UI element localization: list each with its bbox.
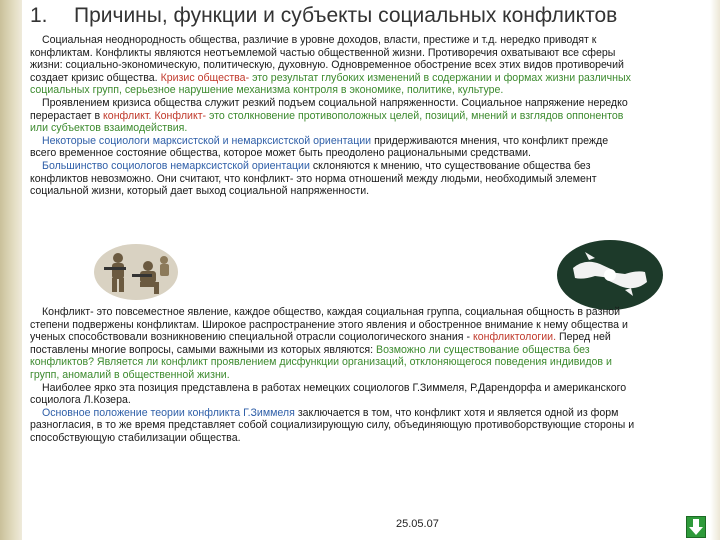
right-decor-bar	[710, 0, 720, 540]
b1-highlight: Большинство социологов немарксистской ориентации	[42, 159, 310, 172]
soldiers-image	[90, 240, 180, 302]
b1-term-conflict: конфликт. Конфликт-	[103, 109, 207, 122]
b1-line	[30, 160, 690, 173]
b1-line	[30, 72, 690, 85]
text-block-2	[30, 306, 690, 445]
slide-title	[30, 4, 710, 36]
b1-text: склоняются к мнению, что существование общества без	[312, 159, 591, 172]
b1-line: конфликтов невозможно. Они считают, что конфликт- это норма отношений между людьми, необходимый элемент	[30, 172, 597, 185]
b2-text: Перед ней	[558, 331, 611, 344]
down-arrow-icon	[687, 517, 705, 537]
b2-term-conflictology: конфликтологии.	[472, 331, 557, 344]
b2-highlight: Основное положение теории конфликта Г.Зиммеля	[42, 406, 295, 419]
text-block-1	[30, 34, 690, 198]
b1-term-crisis: Кризис общества-	[160, 71, 250, 84]
b2-line	[30, 344, 690, 357]
b1-highlight: Некоторые социологи марксистской и немарксистской ориентации	[42, 134, 372, 147]
b2-line: Конфликт- это повсеместное явление, каждое общество, каждая социальная группа, социальная общность в разной	[42, 306, 621, 318]
title-number: 1.	[30, 4, 48, 27]
b1-line	[30, 135, 690, 148]
handshake-image	[555, 238, 665, 312]
b2-line: разногласия, в то же время представляет собой социализирующую силу, объединяющую противоборствующие стороны и	[30, 419, 635, 432]
b1-line	[30, 110, 690, 123]
b2-question: Возможно ли существование общества без	[376, 343, 590, 356]
b2-text: заключается в том, что конфликт хотя и является одной из форм	[297, 406, 619, 419]
b1-line: жизни: социально-экономическую, политическую, духовную. Одновременное обострение всех этих видов противоречий	[30, 59, 624, 72]
b2-line: групп, аномалий в общественной жизни.	[30, 368, 230, 381]
b1-line: конфликтам. Конфликты являются неотъемлемой частью общественной жизни. Противоречия охватывают все сферы	[30, 46, 616, 59]
b2-line	[30, 331, 690, 344]
b1-line: социальной жизни, который дает выход социальной напряженности.	[30, 185, 370, 198]
slide-date: 25.05.07	[396, 518, 439, 530]
b1-line: Социальная неоднородность общества, различие в уровне доходов, власти, престиже и т.д. нередко приводят к	[42, 34, 597, 46]
b2-line: способствующую стабилизации общества.	[30, 431, 241, 444]
b1-line: всего временное состояние общества, которое может быть преодолено рациональными средствами.	[30, 147, 531, 160]
b2-line: степени подвержены конфликтам. Широкое распространение этого явления и обостренное внимание к нему общества и	[30, 318, 628, 331]
b1-line: Проявлением кризиса общества служит резкий подъем социальной напряженности. Социальное напряжение нередко	[42, 96, 628, 109]
b1-definition: это столкновение противоположных целей, позиций, мнений и взглядов оппонентов	[209, 109, 624, 122]
b1-line: или субъектов взаимодействия.	[30, 122, 188, 135]
b1-text: перерастает в	[30, 109, 101, 122]
next-slide-button[interactable]	[686, 516, 706, 538]
b1-text: придерживаются мнения, что конфликт прежде	[374, 134, 609, 147]
b1-definition: это результат глубоких изменений в содержании и формах жизни различных	[252, 71, 631, 84]
b2-line: социолога Л.Козера.	[30, 394, 131, 407]
b2-text: ученых способствовали возникновению специальной отрасли социологического знания -	[30, 331, 470, 344]
b2-line: Наиболее ярко эта позиция представлена в работах немецких социологов Г.Зиммеля, Р.Дарендорфа и американского	[42, 381, 627, 394]
left-decor-bar	[0, 0, 22, 540]
b1-line: социальных групп, серьезное нарушение механизма контроля в экономике, политике, культуре.	[30, 84, 504, 97]
title-text: Причины, функции и субъекты социальных конфликтов	[74, 4, 618, 27]
b1-text: создает кризис общества.	[30, 71, 158, 84]
b2-line	[30, 407, 690, 420]
b2-text: поставлены многие вопросы, самыми важными из которых являются:	[30, 343, 374, 356]
b2-line: конфликтов? Является ли конфликт проявлением дисфункции организаций, отклоняющегося поведения индивидов и	[30, 356, 612, 369]
